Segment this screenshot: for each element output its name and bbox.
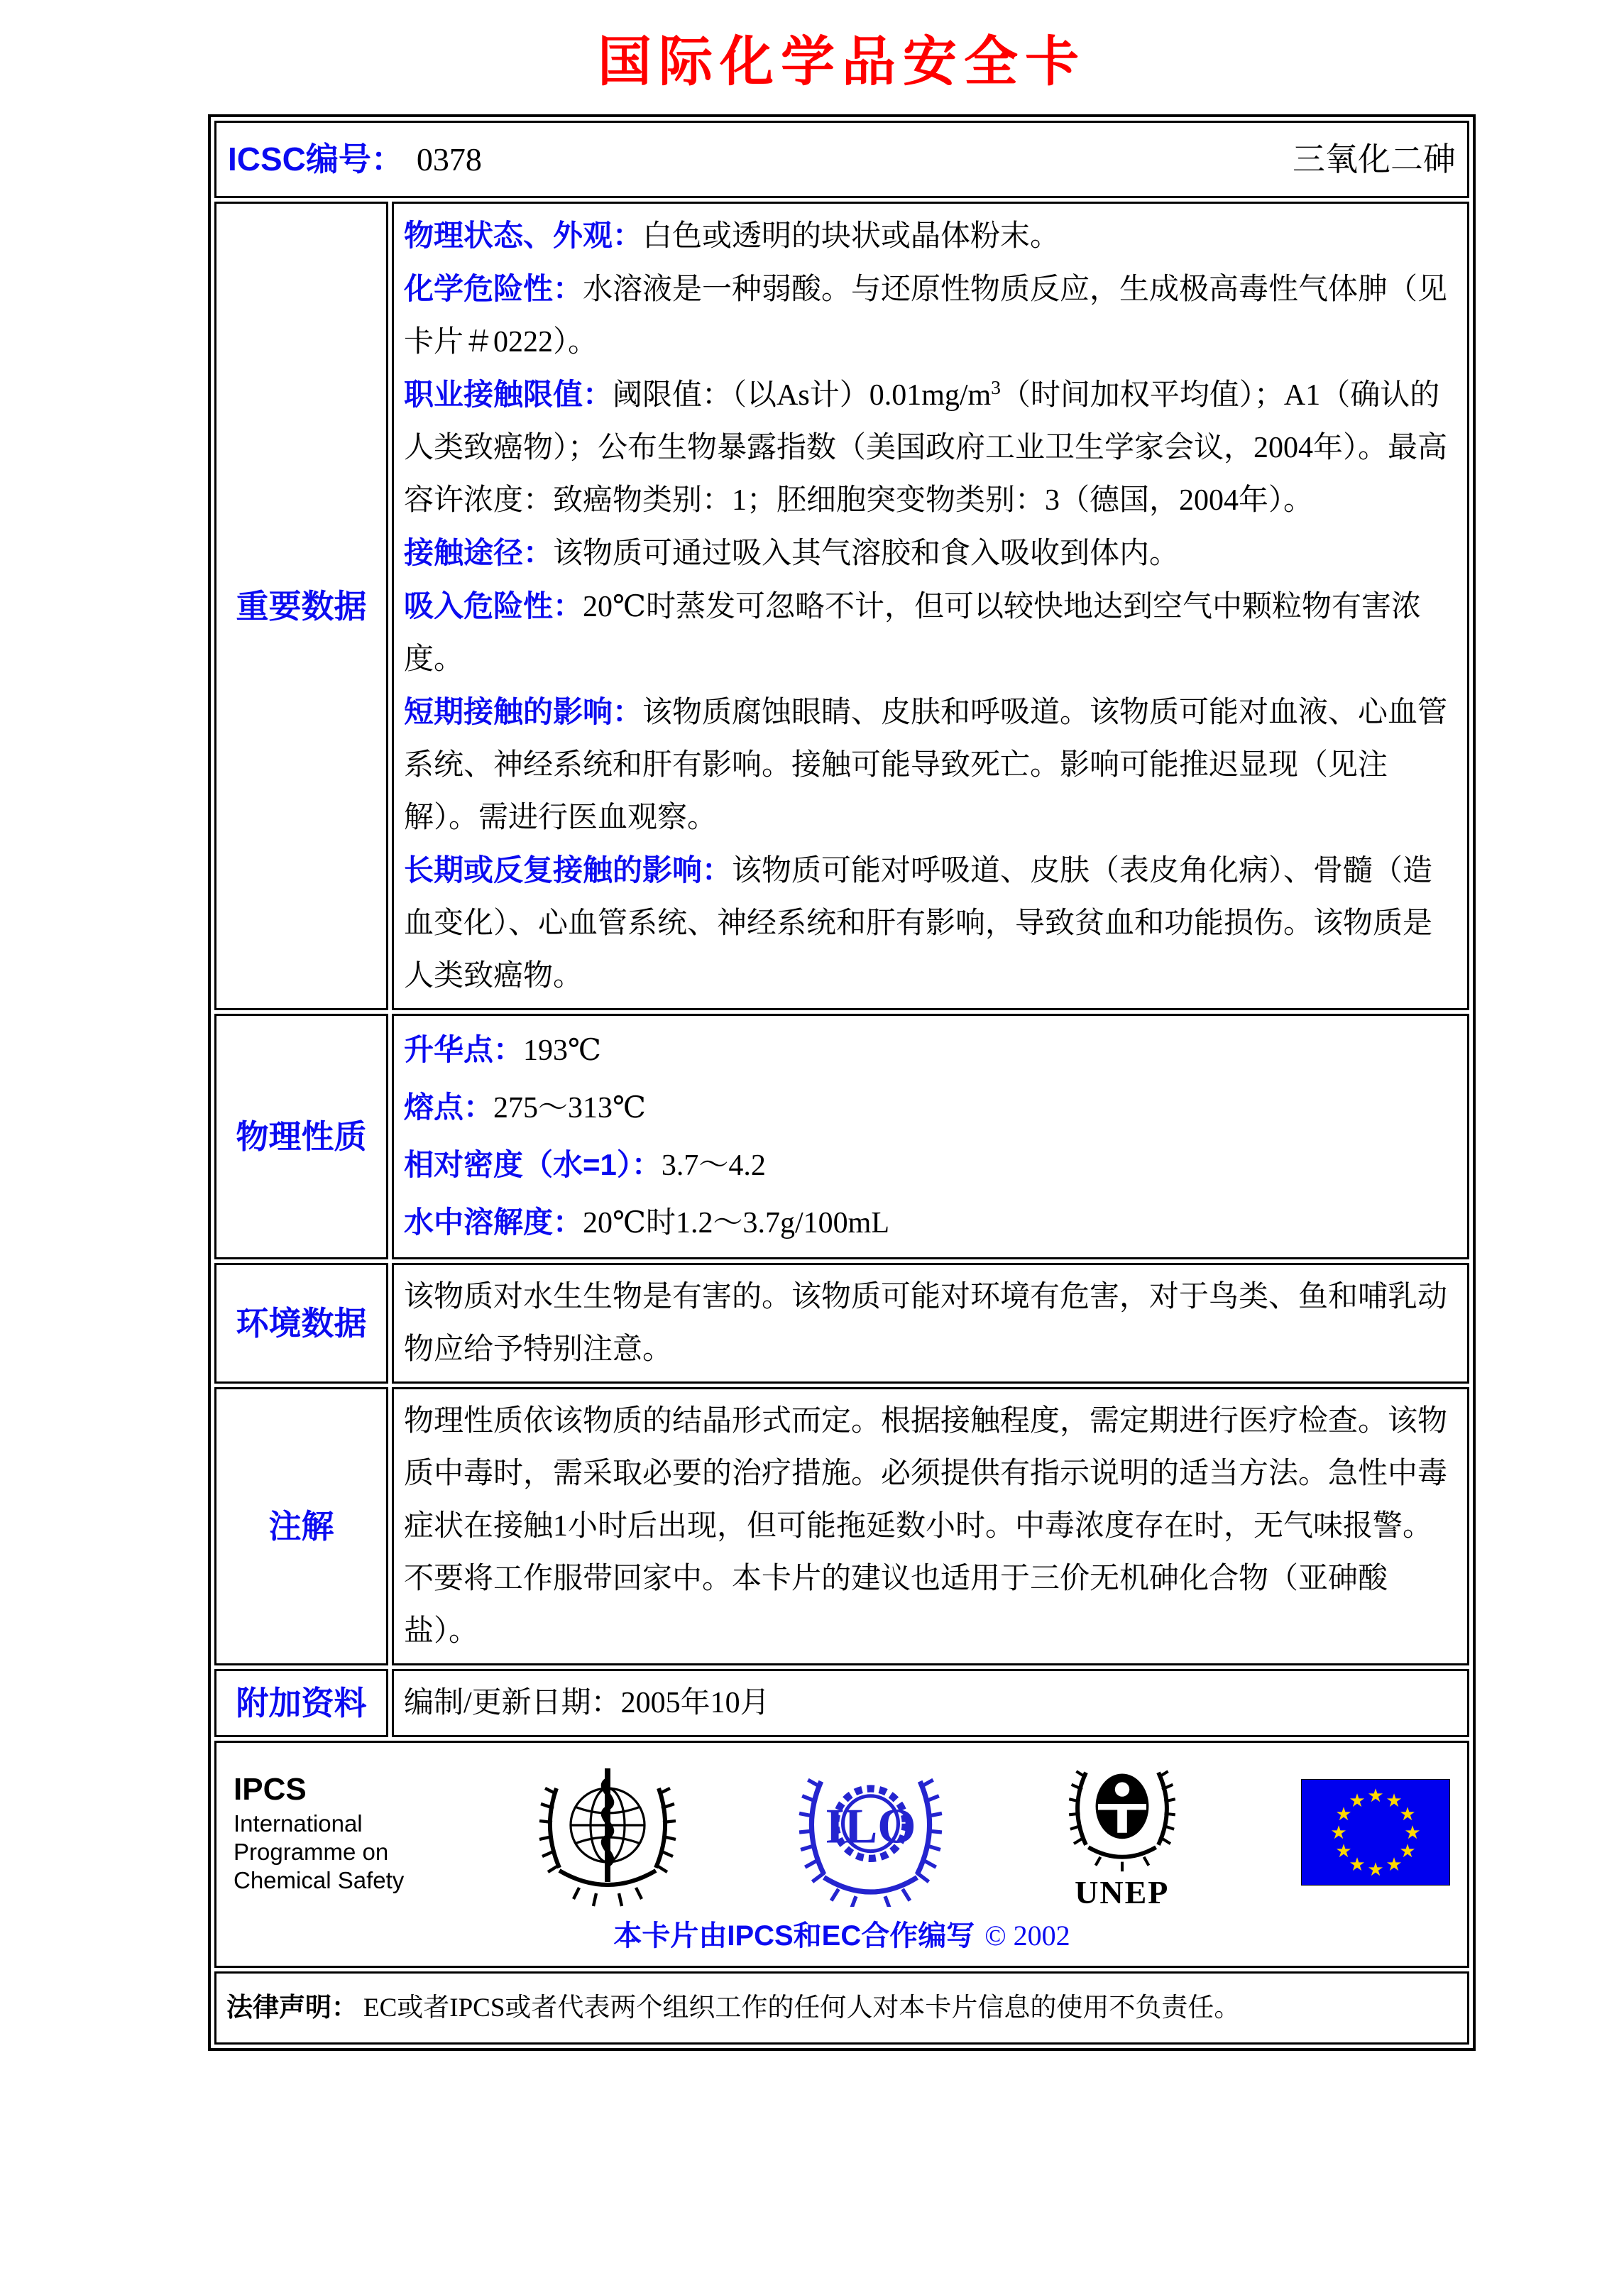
safety-card-document (208, 13, 1476, 2051)
ipcs-line3: Chemical Safety (234, 1867, 405, 1893)
notes-row (214, 1387, 1469, 1665)
svg-text:★: ★ (1404, 1822, 1421, 1844)
header-cell (214, 121, 1469, 198)
sublimation-point-label: 升华点： (404, 1033, 524, 1066)
long-term-effects-label: 长期或反复接触的影响： (404, 853, 733, 887)
sublimation-point-value: 193℃ (523, 1034, 601, 1067)
unep-wordmark: UNEP (1075, 1874, 1170, 1910)
icsc-number-label: ICSC编号： (228, 141, 404, 177)
additional-info-content (392, 1669, 1469, 1737)
legal-row (214, 1971, 1469, 2045)
relative-density-label: 相对密度（水=1）： (404, 1148, 662, 1181)
physical-properties-content (392, 1014, 1469, 1259)
long-term-effects-text: 该物质可能对呼吸道、皮肤（表皮角化病）、骨髓（造血变化）、心血管系统、神经系统和肝有影响，导致贫血和功能损伤。该物质是人类致癌物。 (404, 855, 1433, 992)
long-term-effects-item (404, 844, 1457, 1002)
icsc-number-value: 0378 (416, 141, 482, 177)
notes-label: 注解 (214, 1387, 388, 1665)
svg-text:★: ★ (1349, 1854, 1366, 1876)
legal-label: 法律声明： (226, 1993, 358, 2022)
ipcs-acronym: IPCS (234, 1772, 307, 1807)
eu-flag-icon (1301, 1779, 1450, 1886)
exposure-routes-item (404, 527, 1457, 580)
chemical-danger-text: 水溶液是一种弱酸。与还原性物质反应，生成极高毒性气体胂（见卡片＃0222）。 (404, 273, 1448, 359)
physical-properties-row (214, 1014, 1469, 1259)
inhalation-risk-label: 吸入危险性： (404, 589, 583, 623)
ipcs-line2: Programme on (234, 1839, 389, 1865)
water-solubility-item (404, 1194, 1457, 1252)
physical-state-item (404, 209, 1457, 263)
credit-copyright: © 2002 (984, 1920, 1070, 1952)
environmental-data-label: 环境数据 (214, 1263, 388, 1384)
svg-text:★: ★ (1335, 1804, 1352, 1825)
svg-text:★: ★ (1367, 1859, 1384, 1881)
ipcs-line1: International (234, 1810, 363, 1837)
important-data-content (392, 202, 1469, 1010)
chemical-danger-label: 化学危险性： (404, 272, 583, 305)
additional-info-label: 附加资料 (214, 1669, 388, 1737)
water-solubility-label: 水中溶解度： (404, 1205, 583, 1239)
environmental-data-row (214, 1263, 1469, 1384)
sublimation-point-item (404, 1022, 1457, 1079)
page-title: 国际化学品安全卡 (598, 32, 1086, 92)
ilo-logo (798, 1758, 943, 1907)
unep-emblem-icon (1062, 1756, 1183, 1876)
notes-content (392, 1387, 1469, 1665)
svg-text:★: ★ (1386, 1854, 1403, 1876)
svg-text:★: ★ (1367, 1785, 1384, 1807)
occupational-limit-item (404, 368, 1457, 527)
inhalation-risk-text: 20℃时蒸发可忽略不计，但可以较快地达到空气中颗粒物有害浓度。 (404, 591, 1422, 676)
logos-cell (214, 1741, 1469, 1968)
safety-card-table (208, 114, 1476, 2051)
who-logo (537, 1757, 679, 1908)
physical-state-text: 白色或透明的块状或晶体粉末。 (642, 220, 1060, 253)
short-term-effects-label: 短期接触的影响： (404, 695, 643, 728)
header-row (214, 121, 1469, 198)
physical-properties-label: 物理性质 (214, 1014, 388, 1259)
chemical-danger-item (404, 263, 1457, 368)
svg-text:★: ★ (1335, 1841, 1352, 1862)
credit-line (234, 1916, 1450, 1956)
eu-flag (1301, 1779, 1450, 1886)
svg-text:★: ★ (1399, 1841, 1416, 1862)
legal-text: EC或者IPCS或者代表两个组织工作的任何人对本卡片信息的使用不负责任。 (363, 1993, 1241, 2023)
relative-density-item (404, 1137, 1457, 1194)
exposure-routes-label: 接触途径： (404, 536, 554, 569)
credit-text: 本卡片由IPCS和EC合作编写 (613, 1920, 975, 1952)
ipcs-text-block (234, 1770, 418, 1895)
additional-info-row (214, 1669, 1469, 1737)
environmental-data-text: 该物质对水生生物是有害的。该物质可能对环境有危害，对于鸟类、鱼和哺乳动物应给予特别注意。 (404, 1281, 1448, 1366)
ilo-emblem-icon (798, 1758, 943, 1907)
occupational-limit-text-a: 阈限值：（以As计）0.01mg/m (613, 379, 992, 412)
relative-density-value: 3.7～4.2 (661, 1149, 766, 1182)
logos-row (214, 1741, 1469, 1968)
important-data-label: 重要数据 (214, 202, 388, 1010)
svg-text:★: ★ (1386, 1790, 1403, 1812)
water-solubility-value: 20℃时1.2～3.7g/100mL (583, 1207, 889, 1240)
short-term-effects-item (404, 686, 1457, 844)
chemical-name: 三氧化二砷 (1293, 141, 1456, 177)
svg-text:★: ★ (1330, 1822, 1347, 1844)
physical-state-label: 物理状态、外观： (404, 219, 643, 252)
melting-point-label: 熔点： (404, 1090, 494, 1124)
exposure-routes-text: 该物质可通过吸入其气溶胶和食入吸收到体内。 (553, 537, 1180, 570)
additional-info-text: 编制/更新日期：2005年10月 (404, 1687, 770, 1719)
who-emblem-icon (537, 1757, 679, 1908)
ilo-monogram: ILO (825, 1799, 916, 1854)
svg-text:★: ★ (1399, 1804, 1416, 1825)
occupational-limit-text-b: （时间加权平均值）；A1（确认的人类致癌物）；公布生物暴露指数（美国政府工业卫生学家会议，2004年）。最高容许浓度：致癌物类别：1；胚细胞突变物类别：3（德国，2004年）。 (404, 379, 1448, 517)
occupational-limit-label: 职业接触限值： (404, 378, 613, 411)
exponent-superscript: 3 (991, 377, 1001, 398)
environmental-data-content (392, 1263, 1469, 1384)
unep-logo (1062, 1756, 1183, 1909)
icsc-number-group (228, 133, 482, 186)
legal-cell (214, 1971, 1469, 2045)
important-data-row (214, 202, 1469, 1010)
short-term-effects-text: 该物质腐蚀眼睛、皮肤和呼吸道。该物质可能对血液、心血管系统、神经系统和肝有影响。接触可能导致死亡。影响可能推迟显现（见注解）。需进行医血观察。 (404, 696, 1448, 834)
inhalation-risk-item (404, 580, 1457, 686)
melting-point-value: 275～313℃ (493, 1092, 646, 1124)
melting-point-item (404, 1079, 1457, 1137)
svg-text:★: ★ (1349, 1790, 1366, 1812)
notes-text: 物理性质依该物质的结晶形式而定。根据接触程度，需定期进行医疗检查。该物质中毒时，需采取必要的治疗措施。必须提供有指示说明的适当方法。急性中毒症状在接触1小时后出现，但可能拖延数小时。中毒浓度存在时，无气味报警。不要将工作服带回家中。本卡片的建议也适用于三价无机砷化合物（亚砷酸盐）。 (404, 1405, 1448, 1648)
